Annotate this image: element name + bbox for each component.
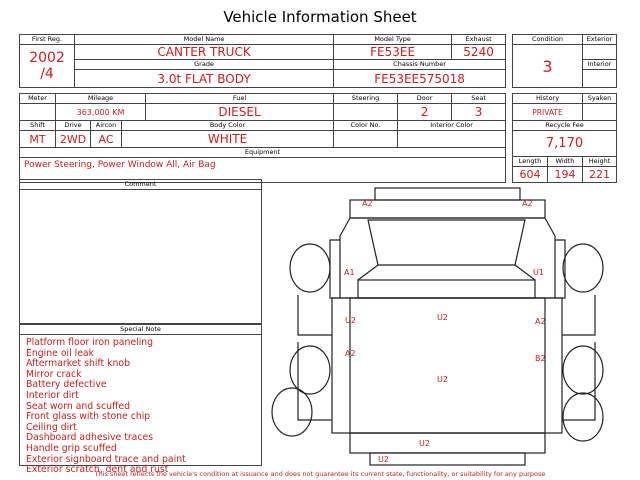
special-note-item: Interior dirt (26, 389, 79, 401)
front-left-fender (330, 240, 340, 298)
damage-mark: U1 (533, 268, 544, 277)
shift-value: MT (20, 131, 56, 148)
special-note-item: Mirror crack (26, 368, 82, 380)
damage-mark: A2 (345, 349, 356, 358)
drive-value: 2WD (56, 131, 91, 148)
syaken-value (583, 104, 617, 121)
meter-value (20, 104, 56, 121)
grade-label: Grade (75, 60, 334, 70)
fuel-label: Fuel (146, 94, 334, 104)
special-note-item: Front glass with stone chip (26, 411, 151, 423)
syaken-label: Syaken (583, 94, 617, 104)
seat-value: 3 (452, 104, 506, 121)
rear-bumper (370, 453, 525, 465)
meter-label: Meter (20, 94, 56, 104)
mileage-label: Mileage (56, 94, 146, 104)
special-note-box (19, 324, 262, 476)
first-reg-value (20, 45, 75, 88)
drive-label: Drive (56, 121, 91, 131)
width-label: Width (548, 157, 583, 167)
disclaimer-footer: This sheet reflects the vehicle's condition at issuance and does not guarantee its current state, functionality, or suitability for any purpose (94, 470, 546, 478)
windshield (368, 220, 525, 265)
front-bumper (350, 200, 545, 218)
aircon-value: AC (91, 131, 122, 148)
history-value: PRIVATE (513, 104, 583, 121)
damage-mark: A2 (522, 199, 533, 208)
exterior-label: Exterior (583, 35, 617, 45)
condition-label: Condition (513, 35, 583, 45)
special-note-item: Exterior scratch, dent and rust (26, 464, 169, 476)
first-reg-month: /4 (40, 66, 54, 82)
special-note-list (20, 335, 261, 476)
special-note-item: Battery defective (26, 379, 107, 391)
front-bumper-center (375, 188, 520, 200)
cab-roof-line (358, 265, 535, 280)
door-value: 2 (398, 104, 452, 121)
recycle-fee-label: Recycle Fee (513, 121, 617, 131)
damage-mark: A2 (362, 199, 373, 208)
length-value: 604 (513, 167, 548, 183)
chassis-number-label: Chassis Number (334, 60, 506, 70)
comment-label: Comment (20, 180, 261, 190)
bed-right-side (562, 295, 595, 420)
damage-mark: A2 (535, 317, 546, 326)
front-left-wheel (290, 244, 330, 292)
rear-gate (350, 433, 545, 453)
model-name-value: CANTER TRUCK (75, 45, 334, 60)
comment-box (19, 179, 262, 324)
recycle-fee-value: 7,170 (513, 131, 617, 157)
interior-value (583, 70, 617, 88)
special-note-item: Exterior signboard trace and paint (26, 453, 186, 465)
rear-right-wheel-2 (563, 393, 603, 441)
length-label: Length (513, 157, 548, 167)
equipment-value: Power Steering, Power Window All, Air Bag (20, 158, 506, 183)
special-note-item: Engine oil leak (26, 347, 95, 359)
special-note-label: Special Note (20, 325, 261, 335)
body-color-label: Body Color (122, 121, 334, 131)
first-reg-year: 2002 (29, 50, 65, 66)
steering-label: Steering (334, 94, 398, 104)
height-value: 221 (583, 167, 617, 183)
damage-mark: U2 (378, 455, 389, 464)
width-value: 194 (548, 167, 583, 183)
exterior-value (583, 45, 617, 60)
condition-table (512, 34, 617, 183)
damage-mark: U2 (437, 375, 448, 384)
body-color-value: WHITE (122, 131, 334, 148)
chassis-number-value: FE53EE575018 (334, 70, 506, 88)
damage-mark: B2 (535, 354, 546, 363)
special-note-item: Dashboard adhesive traces (26, 432, 154, 444)
color-no-label: Color No. (334, 121, 398, 131)
fuel-value: DIESEL (146, 104, 334, 121)
seat-label: Seat (452, 94, 506, 104)
aircon-label: Aircon (91, 121, 122, 131)
model-type-value: FE53EE (334, 45, 452, 60)
front-right-wheel (563, 244, 603, 292)
first-reg-label: First Reg. (20, 35, 75, 45)
exhaust-label: Exhaust (452, 35, 506, 45)
special-note-item: Ceiling dirt (26, 421, 77, 433)
model-name-label: Model Name (75, 35, 334, 45)
interior-label: Interior (583, 60, 617, 70)
truck-damage-diagram (270, 180, 620, 468)
color-no-value (334, 131, 398, 148)
model-type-label: Model Type (334, 35, 452, 45)
damage-mark: U2 (419, 439, 430, 448)
cab-top (358, 280, 535, 298)
rear-left-wheel (290, 346, 330, 394)
damage-mark: U2 (345, 316, 356, 325)
interior-color-label: Interior Color (398, 121, 506, 131)
steering-value (334, 104, 398, 121)
history-label: History (513, 94, 583, 104)
equipment-label: Equipment (20, 148, 506, 158)
damage-mark: A1 (344, 268, 355, 277)
mileage-value: 363,000 KM (56, 104, 146, 121)
exhaust-value: 5240 (452, 45, 506, 60)
page-title: Vehicle Information Sheet (223, 8, 417, 26)
rear-right-wheel (563, 346, 603, 394)
interior-color-value (398, 131, 506, 148)
rear-left-wheel-2 (272, 388, 312, 436)
grade-value: 3.0t FLAT BODY (75, 70, 334, 88)
door-label: Door (398, 94, 452, 104)
shift-label: Shift (20, 121, 56, 131)
condition-value: 3 (513, 45, 583, 88)
special-note-item: Seat worn and scuffed (26, 400, 131, 412)
damage-mark: U2 (437, 313, 448, 322)
vehicle-info-table (19, 34, 506, 183)
special-note-item: Handle grip scuffed (26, 442, 117, 454)
comment-text (20, 190, 261, 193)
special-note-item: Aftermarket shift knob (26, 358, 131, 370)
special-note-item: Platform floor iron paneling (26, 337, 154, 348)
height-label: Height (583, 157, 617, 167)
